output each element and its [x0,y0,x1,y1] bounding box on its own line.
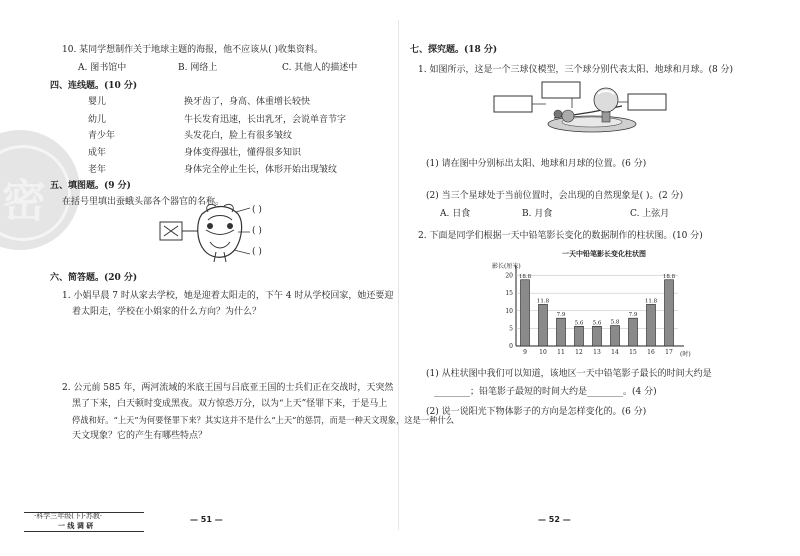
q2-sub-1b: ________；铅笔影子最短的时间大约是________。(4 分) [434,387,657,397]
chart-y-tick-label: 20 [505,272,513,280]
question-10: 10. 某同学想制作关于地球主题的海报，他不应该从( )收集资料。 [62,45,324,55]
right-page [400,0,800,556]
q1-line: 着太阳走，学校在小娟家的什么方向？为什么？ [72,307,262,317]
chart-value-label: 5.6 [592,320,602,327]
q10-option-c: C. 其他人的描述中 [282,63,358,73]
answer-box [542,82,580,98]
chart-bar [521,280,530,346]
q2-line: 黑了下来，白天顿时变成黑夜。双方惊恐万分，以为“上天”怪罪下来，于是马上 [72,399,388,409]
q1-sub-2: (2) 当三个星球处于当前位置时，会出现的自然现象是( )。(2 分) [426,191,684,201]
answer-box [494,96,532,112]
chart-x-tick-label: 12 [575,349,583,356]
feature-label: 牛长发育迅速，长出乳牙，会说单音节字 [184,115,347,125]
q1-sub-1: (1) 请在图中分别标出太阳、地球和月球的位置。(6 分) [426,159,647,169]
chart-x-tick-label: 10 [539,349,547,356]
answer-bracket[interactable]: ( ) [252,226,262,236]
chart-bar [611,326,620,346]
question-2: 2. 下面是同学们根据一天中铅笔影长变化的数据制作的柱状图。(10 分) [418,231,703,241]
section-4-title: 四、连线题。(10 分) [50,81,138,91]
q1-option-a: A. 日食 [440,209,471,219]
feature-label: 头发花白，脸上有很多皱纹 [184,131,293,141]
chart-x-tick-label: 13 [593,349,601,356]
chart-value-label: 7.9 [556,312,566,319]
chart-x-tick-label: 17 [665,349,673,356]
chart-bar [629,318,638,346]
answer-bracket[interactable]: ( ) [252,205,262,215]
chart-bar [647,304,656,346]
feature-label: 换牙齿了，身高、体重增长较快 [184,97,311,107]
chart-y-tick-label: 15 [505,290,513,298]
chart-value-label: 18.8 [518,273,532,280]
stage-label: 青少年 [88,131,116,141]
chart-y-axis-label: 影长(厘米) [492,263,521,270]
footer-brand: 一 线 调 研 [58,521,94,530]
footer-series-label: ·科学三年级(下)·苏教· [34,512,103,520]
orrery-model-illustration [492,78,692,136]
chart-y-tick-label: 10 [505,307,513,315]
chart-x-tick-label: 9 [523,349,527,356]
section-5-instruction: 在括号里填出蚕蛾头部各个器官的名称。 [62,197,225,207]
chart-value-label: 5.8 [610,319,620,326]
chart-y-tick-label: 0 [509,343,513,350]
chart-bar [575,326,584,346]
feature-label: 身体完全停止生长，体形开始出现皱纹 [184,165,338,175]
stage-label: 幼儿 [88,115,107,125]
q2-line: 天文现象？它的产生有哪些特点？ [72,431,208,441]
watermark-char: 密 [2,176,46,227]
page-number: — 51 — [190,515,223,524]
section-5-title: 五、填图题。(9 分) [50,181,131,191]
chart-value-label: 11.8 [536,298,550,305]
section-7-title: 七、探究题。(18 分) [410,45,498,55]
chart-value-label: 5.6 [574,320,584,327]
chart-value-label: 18.8 [662,273,676,280]
shadow-length-bar-chart [484,244,704,364]
q1-line: 1. 小娟早晨 7 时从家去学校，她是迎着太阳走的，下午 4 时从学校回家，她还要迎 [62,291,394,301]
q2-line: 2. 公元前 585 年，两河流域的米底王国与吕底亚王国的士兵们正在交战时，天突然 [62,383,394,393]
q10-option-a: A. 图书馆中 [78,63,127,73]
q1-option-b: B. 月食 [522,209,553,219]
chart-bar [539,304,548,346]
stage-label: 老年 [88,165,107,175]
answer-box [628,94,666,110]
q2-line: 停战和好。“上天”为何要怪罪下来？其实这并不是什么“上天”的惩罚，而是一种天文现象，这是一种什么 [72,415,455,425]
chart-x-tick-label: 16 [647,349,655,356]
q10-option-b: B. 网络上 [178,63,218,73]
section-6-title: 六、简答题。(20 分) [50,273,138,283]
chart-title: 一天中铅笔影长变化柱状图 [562,249,646,258]
chart-bar [665,280,674,346]
chart-bar [593,326,602,346]
question-1: 1. 如图所示，这是一个三球仪模型，三个球分别代表太阳、地球和月球。(8 分) [418,65,734,75]
stage-label: 婴儿 [88,97,107,107]
chart-value-label: 7.9 [628,312,638,319]
stage-label: 成年 [88,148,107,158]
chart-value-label: 11.8 [644,298,658,305]
feature-label: 身体变得强壮，懂得很多知识 [184,148,302,158]
chart-x-tick-label: 15 [629,349,637,356]
q2-sub-2: (2) 说一说阳光下物体影子的方向是怎样变化的。(6 分) [426,407,647,417]
answer-bracket[interactable]: ( ) [252,247,262,257]
page-number: — 52 — [538,515,571,524]
q2-sub-1a: (1) 从柱状图中我们可以知道，该地区一天中铅笔影子最长的时间大约是 [426,369,712,379]
q1-option-c: C. 上弦月 [630,209,670,219]
chart-y-tick-label: 5 [509,325,513,333]
chart-x-tick-label: 11 [557,349,565,356]
chart-bar [557,318,566,346]
chart-x-axis-label: (时) [680,351,691,358]
chart-x-tick-label: 14 [611,349,619,356]
